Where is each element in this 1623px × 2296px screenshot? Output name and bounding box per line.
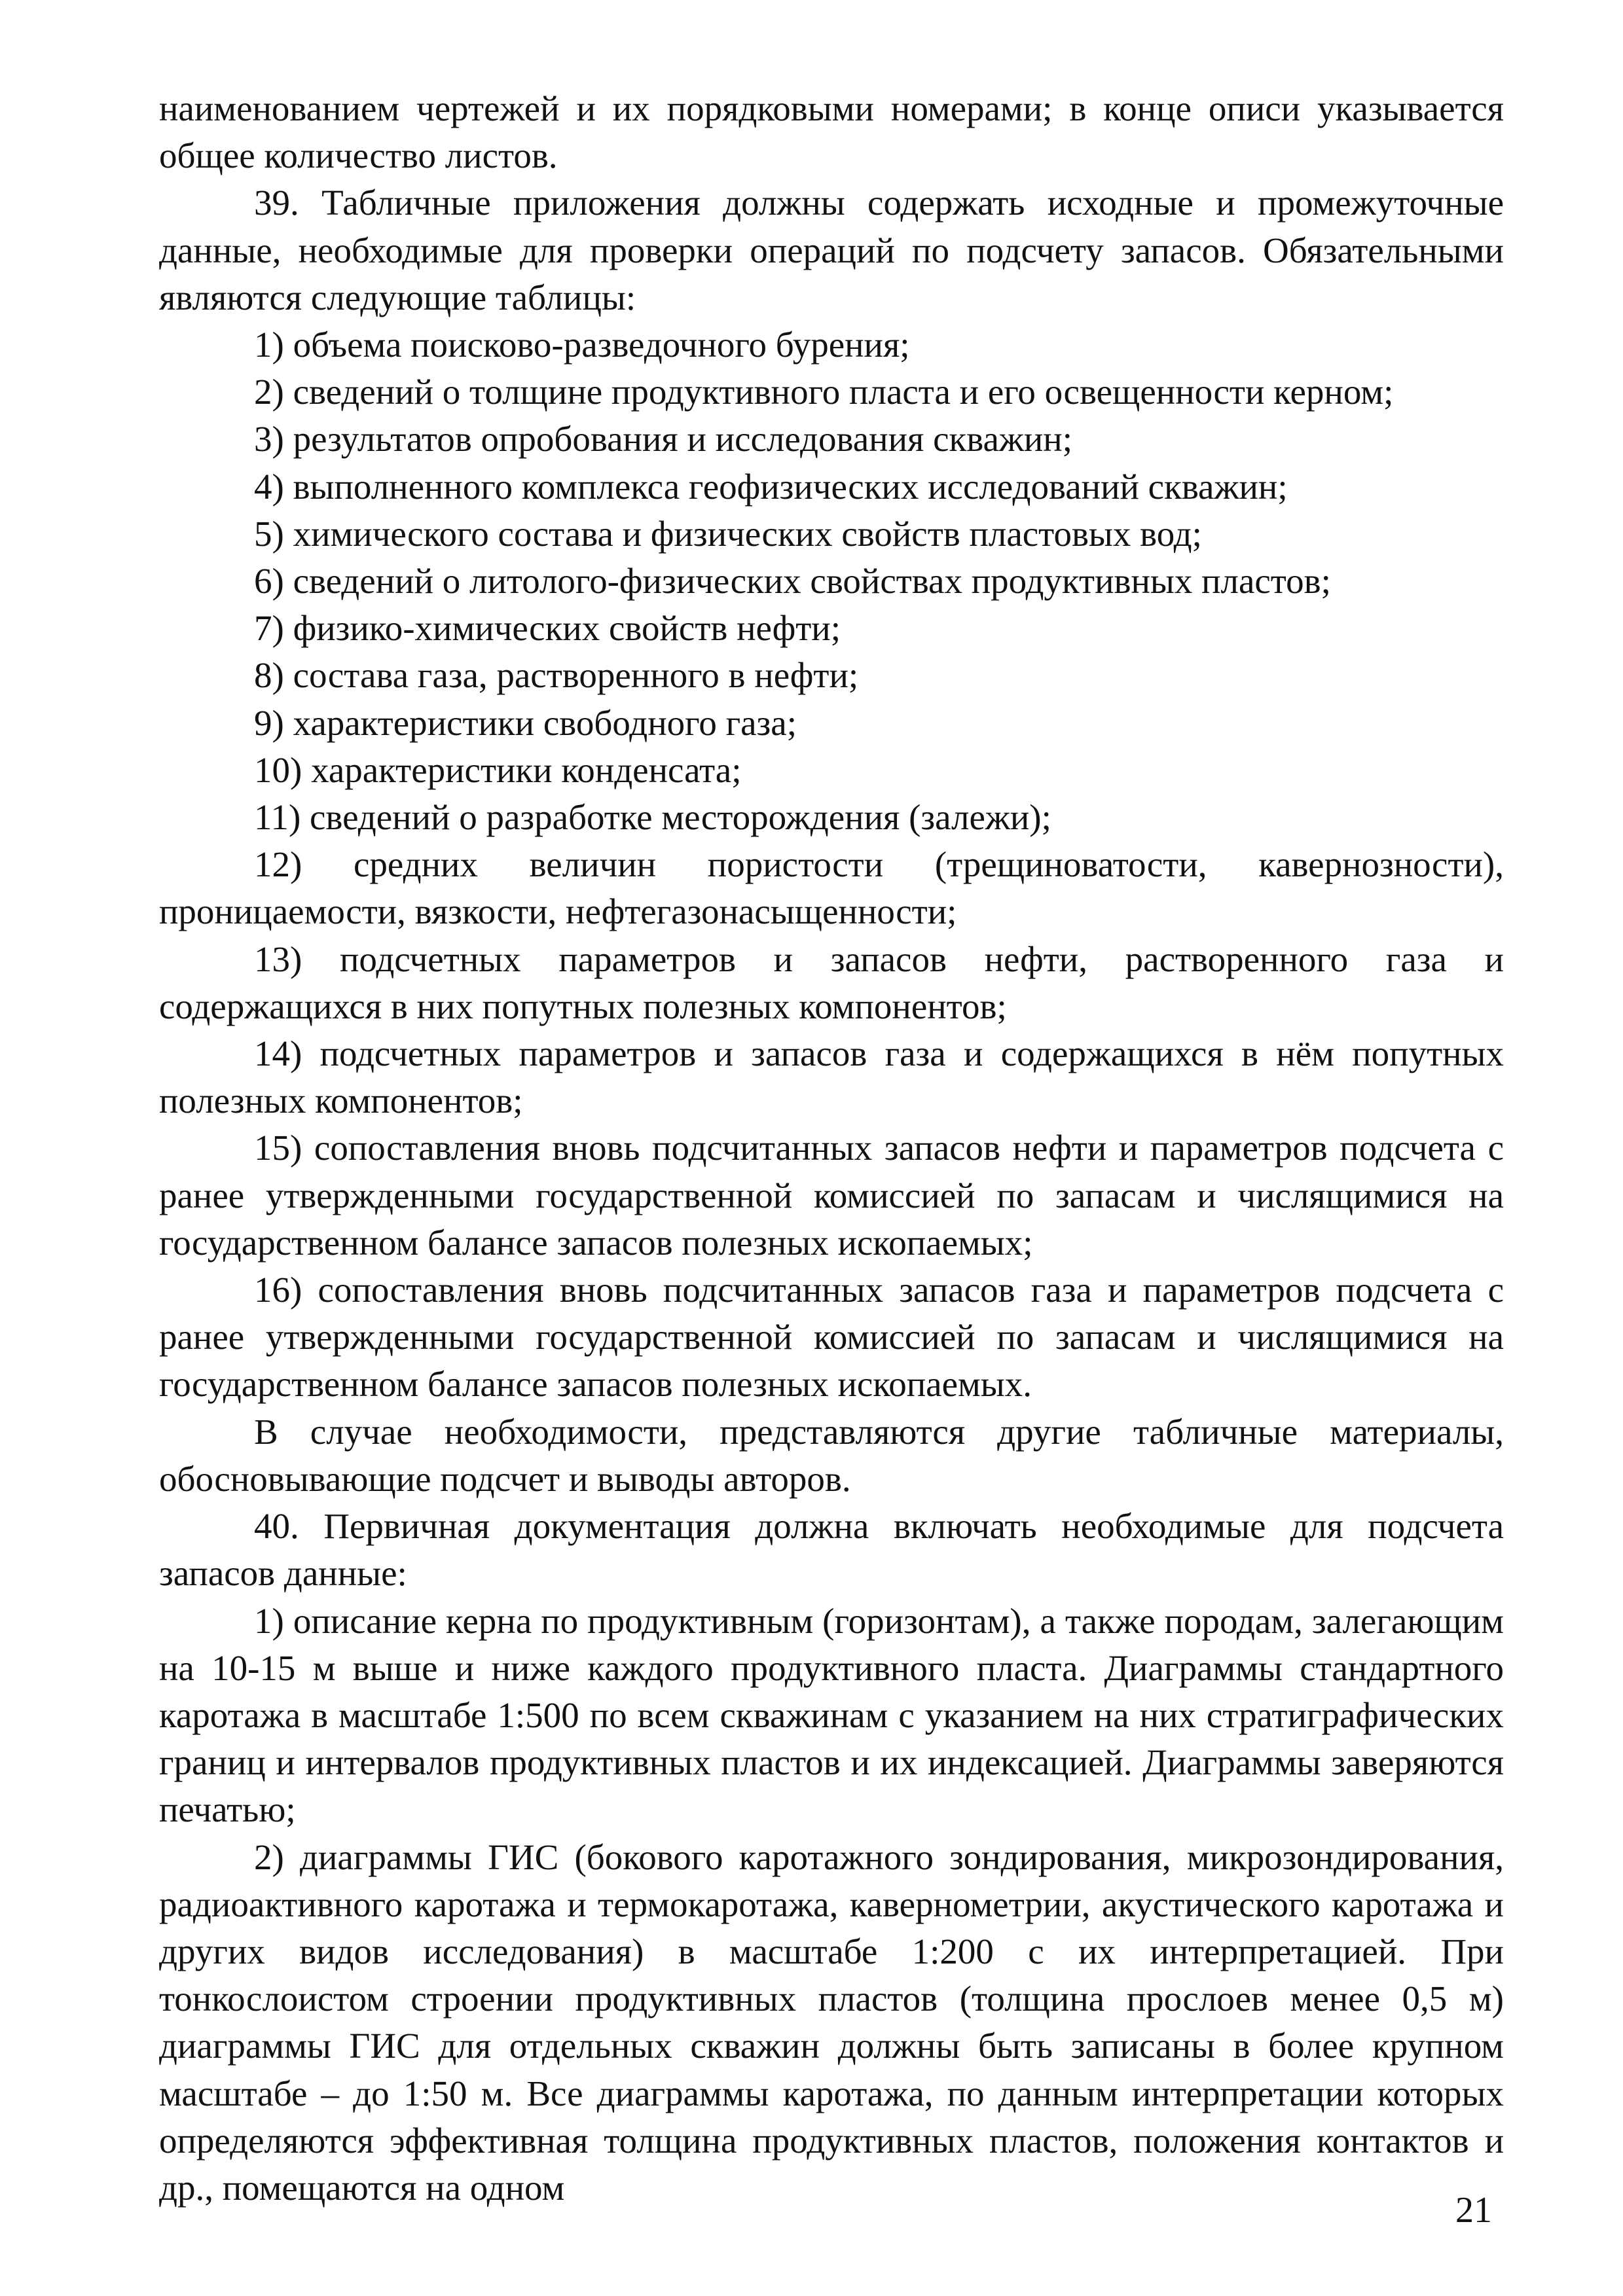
list-item-5: 5) химического состава и физических свойств пластовых вод; [254, 513, 1202, 554]
list-item-7: 7) физико-химических свойств нефти; [254, 608, 841, 649]
list-item-9: 9) характеристики свободного газа; [254, 702, 797, 743]
list-item-13: 13) подсчетных параметров и запасов нефти, растворенного газа и содержащихся в них попутных полезных компонентов; [159, 939, 1504, 1026]
list-item-40-2: 2) диаграммы ГИС (бокового каротажного зондирования, микрозондирования, радиоактивного каротажа и термокаротажа, кавернометрии, акустического каротажа и других видов исследования) в масштабе 1:200 с их интерпретацией. При тонкослоистом строении продуктивных пластов (толщина прослоев менее 0,5 м) диаграммы ГИС для отдельных скважин должны быть записаны в более крупном масштабе – до 1:50 м. Все диаграммы каротажа, по данным интерпретации которых определяются эффективная толщина продуктивных пластов, положения контактов и др., помещаются на одном [159, 1837, 1504, 2208]
list-item-2: 2) сведений о толщине продуктивного пласта и его освещенности керном; [254, 372, 1394, 412]
list-item-16: 16) сопоставления вновь подсчитанных запасов газа и параметров подсчета с ранее утвержденными государственной комиссией по запасам и числящимися на государственном балансе запасов полезных ископаемых. [159, 1270, 1504, 1405]
page-number: 21 [1455, 2190, 1492, 2231]
list-item-3: 3) результатов опробования и исследования скважин; [254, 419, 1073, 459]
list-item-14: 14) подсчетных параметров и запасов газа и содержащихся в нём попутных полезных компонентов; [159, 1033, 1504, 1121]
list-item-8: 8) состава газа, растворенного в нефти; [254, 655, 859, 696]
list-item-15: 15) сопоставления вновь подсчитанных запасов нефти и параметров подсчета с ранее утвержденными государственной комиссией по запасам и числящимися на государственном балансе запасов полезных ископаемых; [159, 1128, 1504, 1263]
list-item-1: 1) объема поисково-разведочного бурения; [254, 325, 910, 365]
list-item-10: 10) характеристики конденсата; [254, 749, 742, 790]
list-item-12: 12) средних величин пористости (трещиноватости, кавернозности), проницаемости, вязкости, нефтегазонасыщенности; [159, 844, 1504, 932]
paragraph-40: 40. Первичная документация должна включать необходимые для подсчета запасов данные: [159, 1506, 1504, 1594]
list-item-4: 4) выполненного комплекса геофизических исследований скважин; [254, 466, 1288, 507]
list-item-11: 11) сведений о разработке месторождения (залежи); [254, 797, 1051, 838]
paragraph-continuation: наименованием чертежей и их порядковыми номерами; в конце описи указывается общее количество листов. [159, 88, 1504, 176]
list-item-40-1: 1) описание керна по продуктивным (горизонтам), а также породам, залегающим на 10-15 м выше и ниже каждого продуктивного пласта. Диаграммы стандартного каротажа в масштабе 1:500 по всем скважинам с указанием на них стратиграфических границ и интервалов продуктивных пластов и их индексацией. Диаграммы заверяются печатью; [159, 1600, 1504, 1830]
paragraph-39: 39. Табличные приложения должны содержать исходные и промежуточные данные, необходимые для проверки операций по подсчету запасов. Обязательными являются следующие таблицы: [159, 183, 1504, 317]
list-item-6: 6) сведений о литолого-физических свойствах продуктивных пластов; [254, 561, 1331, 601]
body-text [159, 85, 1504, 2212]
paragraph-additional-materials: В случае необходимости, представляются другие табличные материалы, обосновывающие подсчет и выводы авторов. [159, 1411, 1504, 1499]
